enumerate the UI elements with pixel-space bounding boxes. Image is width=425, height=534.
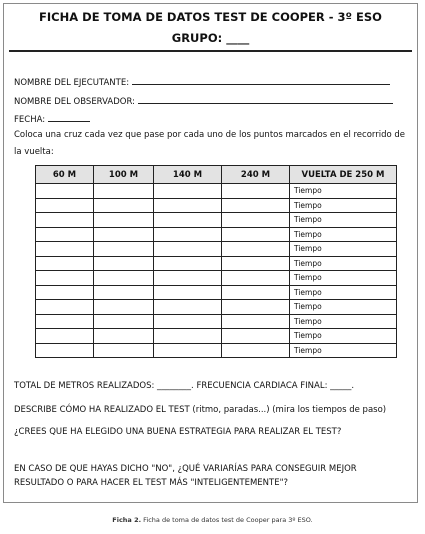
checkpoint-cell xyxy=(36,213,94,228)
checkpoint-cell xyxy=(154,271,222,286)
checkpoint-cell xyxy=(154,198,222,213)
checkpoint-cell xyxy=(94,329,154,344)
executor-label: NOMBRE DEL EJECUTANTE: xyxy=(14,78,130,88)
checkpoint-cell xyxy=(36,271,94,286)
checkpoint-cell xyxy=(222,213,290,228)
describe-question: DESCRIBE CÓMO HA REALIZADO EL TEST (ritmo, paradas...) (mira los tiempos de paso) xyxy=(14,405,387,415)
header-140m: 140 M xyxy=(154,166,222,184)
executor-blank xyxy=(132,76,390,85)
date-blank xyxy=(48,113,90,122)
tiempo-cell: Tiempo xyxy=(290,256,397,271)
checkpoint-cell xyxy=(154,343,222,358)
checkpoint-cell xyxy=(154,329,222,344)
header-240m: 240 M xyxy=(222,166,290,184)
checkpoint-cell xyxy=(36,242,94,257)
tiempo-cell: Tiempo xyxy=(290,314,397,329)
table-row xyxy=(36,300,397,315)
checkpoint-cell xyxy=(36,314,94,329)
checkpoint-cell xyxy=(94,271,154,286)
checkpoint-cell xyxy=(36,329,94,344)
checkpoint-cell xyxy=(94,184,154,199)
checkpoint-cell xyxy=(36,184,94,199)
checkpoint-cell xyxy=(222,300,290,315)
caption-text: Ficha de toma de datos test de Cooper para 3º ESO. xyxy=(143,516,313,524)
checkpoint-cell xyxy=(154,227,222,242)
checkpoint-cell xyxy=(154,213,222,228)
checkpoint-cell xyxy=(94,314,154,329)
table-row xyxy=(36,271,397,286)
strategy-question: ¿CREES QUE HA ELEGIDO UNA BUENA ESTRATEGIA PARA REALIZAR EL TEST? xyxy=(14,427,342,437)
checkpoint-cell xyxy=(94,242,154,257)
checkpoint-cell xyxy=(94,227,154,242)
checkpoint-cell xyxy=(36,227,94,242)
checkpoint-cell xyxy=(222,271,290,286)
title-divider xyxy=(9,50,412,52)
tiempo-cell: Tiempo xyxy=(290,213,397,228)
table-row xyxy=(36,256,397,271)
group-label: GRUPO: ____ xyxy=(171,31,250,45)
improve-question-line-2: RESULTADO O PARA HACER EL TEST MÁS "INTELIGENTEMENTE"? xyxy=(14,478,288,488)
checkpoint-cell xyxy=(94,285,154,300)
checkpoint-cell xyxy=(36,300,94,315)
checkpoint-cell xyxy=(94,256,154,271)
checkpoint-cell xyxy=(36,198,94,213)
table-header-row xyxy=(36,166,397,184)
date-label: FECHA: xyxy=(14,115,46,125)
figure-caption xyxy=(0,516,425,524)
observer-field xyxy=(14,95,393,107)
observer-label: NOMBRE DEL OBSERVADOR: xyxy=(14,97,135,107)
table-row xyxy=(36,198,397,213)
checkpoint-cell xyxy=(222,227,290,242)
checkpoint-table xyxy=(35,165,397,358)
instructions-line-2: la vuelta: xyxy=(14,147,54,157)
table-row xyxy=(36,242,397,257)
header-lap-250m: VUELTA DE 250 M xyxy=(290,166,397,184)
checkpoint-cell xyxy=(94,198,154,213)
header-60m: 60 M xyxy=(36,166,94,184)
tiempo-cell: Tiempo xyxy=(290,285,397,300)
improve-question-line-1: EN CASO DE QUE HAYAS DICHO "NO", ¿QUÉ VARIARÍAS PARA CONSEGUIR MEJOR xyxy=(14,464,357,474)
total-meters-line: TOTAL DE METROS REALIZADOS: ________. FRECUENCIA CARDIACA FINAL: _____. xyxy=(14,381,355,391)
checkpoint-cell xyxy=(36,285,94,300)
date-field xyxy=(14,113,90,125)
checkpoint-cell xyxy=(94,213,154,228)
executor-field xyxy=(14,76,390,88)
tiempo-cell: Tiempo xyxy=(290,184,397,199)
tiempo-cell: Tiempo xyxy=(290,198,397,213)
checkpoint-cell xyxy=(36,343,94,358)
checkpoint-cell xyxy=(154,300,222,315)
checkpoint-cell xyxy=(36,256,94,271)
checkpoint-cell xyxy=(222,329,290,344)
tiempo-cell: Tiempo xyxy=(290,329,397,344)
tiempo-cell: Tiempo xyxy=(290,343,397,358)
checkpoint-cell xyxy=(154,242,222,257)
checkpoint-cell xyxy=(222,198,290,213)
data-sheet xyxy=(3,3,418,503)
checkpoint-cell xyxy=(222,242,290,257)
checkpoint-cell xyxy=(154,256,222,271)
tiempo-cell: Tiempo xyxy=(290,242,397,257)
checkpoint-cell xyxy=(222,256,290,271)
table-row xyxy=(36,343,397,358)
table-row xyxy=(36,184,397,199)
tiempo-cell: Tiempo xyxy=(290,300,397,315)
sheet-title: FICHA DE TOMA DE DATOS TEST DE COOPER - 3º ESO xyxy=(39,10,382,24)
checkpoint-cell xyxy=(154,314,222,329)
checkpoint-cell xyxy=(154,184,222,199)
table-row xyxy=(36,285,397,300)
observer-blank xyxy=(138,95,393,104)
table-row xyxy=(36,227,397,242)
table-row xyxy=(36,329,397,344)
checkpoint-cell xyxy=(94,343,154,358)
caption-label: Ficha 2. xyxy=(112,516,142,524)
checkpoint-cell xyxy=(154,285,222,300)
table-row xyxy=(36,213,397,228)
checkpoint-cell xyxy=(222,314,290,329)
checkpoint-cell xyxy=(222,285,290,300)
checkpoint-cell xyxy=(94,300,154,315)
header-100m: 100 M xyxy=(94,166,154,184)
checkpoint-cell xyxy=(222,184,290,199)
table-row xyxy=(36,314,397,329)
tiempo-cell: Tiempo xyxy=(290,271,397,286)
tiempo-cell: Tiempo xyxy=(290,227,397,242)
checkpoint-cell xyxy=(222,343,290,358)
instructions-line-1: Coloca una cruz cada vez que pase por cada uno de los puntos marcados en el recorrido de xyxy=(14,130,406,140)
